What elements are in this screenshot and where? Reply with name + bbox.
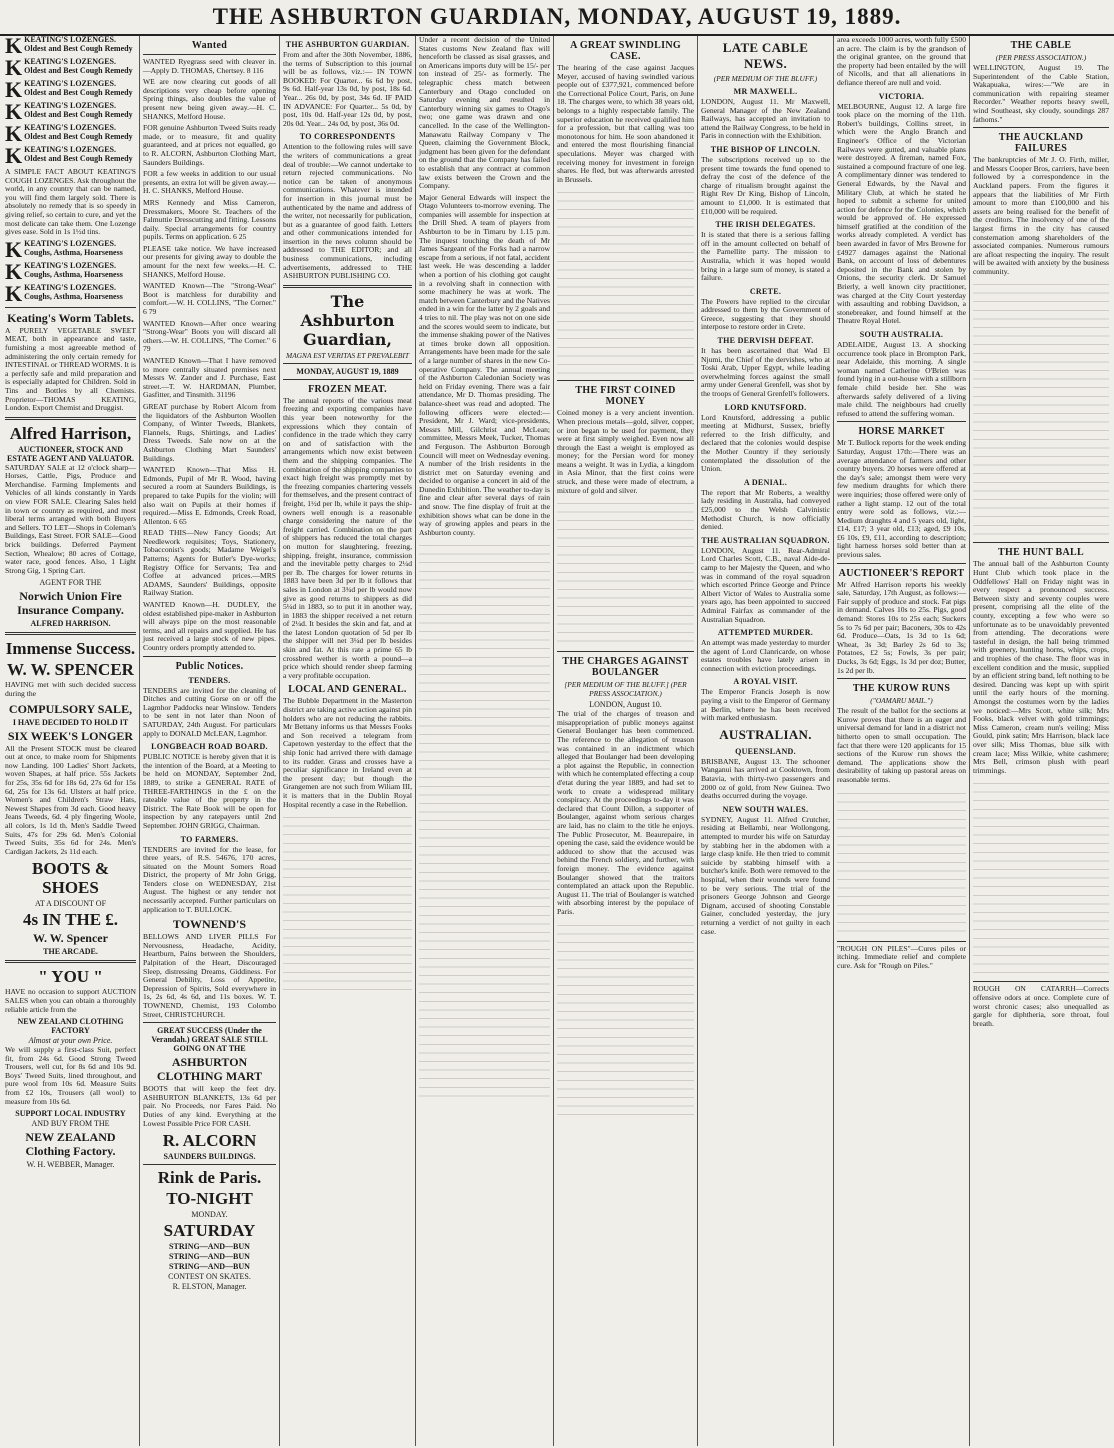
- column-7: [834, 36, 970, 1446]
- victoria-article: MELBOURNE, August 12. A large fire took place on the morning of the 11th. Robert's buildings, Collins street, in which were the Anglo Branch and Engineer's Office of the Victorian Railways were gutted, and valuable plans were destroyed. A fireman, named Fox, sustained a compound fracture of one leg. A complimentary dinner was tendered to General Edwards, by the Naval and Military Club, at which he stated he hoped to submit a scheme for united action for defence for the Colonies, which would be approved of. He expressed himself gratified at the condition of the works already completed. A verdict has been awarded in favor of Mrs Browne for £4927 damages against the National Bank, on account of loss of debentures deposited in the Bank and stolen by Onions, the security clerk. Dr Samuel Brierly, a well known city practitioner, was charged at the City Court yesterday with assaulting and robbing Davidson, a stonebreaker, and found himself at the Theatre Royal Hotel.: [837, 101, 966, 326]
- maxwell-article: LONDON, August 11. Mr Maxwell, General Manager of the New Zealand Railways, has accepted an invitation to attend the Railway Congress, to be held in Paris in connection with the Exhibition.: [701, 97, 830, 141]
- longbeach-heading: LONGBEACH ROAD BOARD.: [151, 742, 268, 752]
- auctioneer-heading: AUCTIONEER'S REPORT: [838, 567, 965, 579]
- first-coin-article: Coined money is a very ancient invention. When precious metals—gold, silver, copper, or iron began to be used for payment, they were at first simply weighed. Even now all through the East a weight is employed as money; for the Persian word for money means a weight. It was in Lydia, a kingdom in Asia Minor, that the first coins were struck, and these were made of electrum, a mixture of gold and silver.: [557, 408, 694, 495]
- boulanger-article: The trial of the charges of treason and misappropriation of public moneys against General Boulanger has been commenced. The reference to the allegation of treason was contained in an indictment which alleged that Boulanger had been developing a plot against the Republic, in connection with which he contemplated effecting a coup d'etat during the year 1889, and had set to work to create a widespread military conspiracy. At the proceedings to-day it was declared that Count Dillon, a supporter of Boulanger, against whom serious charges are laid, has no claim to the title he enjoys. The Public Prosecutor, M. Beaurepaire, in opening the case, said the evidence would be adduced to show that the accused was behind the French soldiery, and further, with foreign money. The evidence against Boulanger showed that the traitors contemplated an attack upon the Republic. August 11. The trial of Boulanger is watched with absorbing interest by the populace of Paris.: [557, 709, 694, 916]
- townend-text: BELLOWS AND LIVER PILLS For Nervousness, Headache, Acidity, Heartburn, Pains between the Shoulders, Palpitation of the Heart, Discouraged Sleep, distressing Dreams, Giddiness. For General Debility, Loss of Appetite, Depression of Spirits, Sold everywhere in 1s, 2s 6d, 4s 6d, and 11s boxes. W. T. TOWNEND, Chemist, 193 Colombo Street, CHRISTCHURCH.: [143, 932, 276, 1019]
- keatings-ad: K KEATING'S LOZENGES. Coughs, Asthma, Hoarseness: [5, 258, 123, 284]
- classified-ad: WANTED Known—The "Strong-Wear" Boot is matchless for durability and comfort.—W. H. COLLINS, "The Corner." 6 79: [143, 281, 276, 317]
- knutsford-article: Lord Knutsford, addressing a public meeting at Midhurst, Sussex, briefly referred to the Irish difficulty, and declared that the colonies would despise the Mother Country if they seriously contemplated the dissolution of the Union.: [701, 412, 830, 474]
- worm-tablets-text: A PURELY VEGETABLE SWEET MEAT, both in appearance and taste, furnishing a most agreeable method of administering the only certain remedy for INTESTINAL or THREAD WORMS. It is a perfectly safe and mild preparation and is especially adapted for Children. Sold in Tins and Bottles by all Chemists. Proprietor—THOMAS KEATING, London. Export Chemist and Druggist.: [5, 325, 136, 413]
- compulsory-sale: COMPULSORY SALE,: [8, 701, 133, 716]
- spencer-intro: HAVING met with such decided success during the: [5, 680, 136, 698]
- murder-heading: ATTEMPTED MURDER.: [717, 628, 814, 638]
- crete-heading: CRETE.: [749, 286, 782, 296]
- royal-visit-heading: A ROYAL VISIT.: [733, 677, 798, 687]
- column-8: [970, 36, 1112, 1446]
- longbeach-text: PUBLIC NOTICE is hereby given that it is the intention of the Board, at a Meeting to be held on MONDAY, September 2nd, 1889, to strike a GENERAL RATE of THREE-FARTHINGS in the £ on the rateable value of the property in the District. The Rate Book will be open for inspection by any ratepayers until 2nd September. JOHN GRIGG, Chairman.: [143, 752, 276, 830]
- article-continuation: [283, 812, 412, 992]
- norwich-union-heading: Norwich Union Fire Insurance Company.: [17, 589, 124, 618]
- monday-label: MONDAY.: [191, 1210, 228, 1220]
- classified-ad: WANTED Known—That I have removed to more centrally situated premises next Messrs W. Zander and J. Purchase, East street.—T. W. HARDMAN, Plumber, Gasfitter, and Tinsmith. 31196: [143, 356, 276, 400]
- article-continuation: [837, 788, 966, 938]
- squadron-heading: THE AUSTRALIAN SQUADRON.: [701, 535, 830, 545]
- boots-shoes: BOOTS & SHOES: [32, 859, 109, 898]
- cable-heading: THE CABLE: [1010, 40, 1072, 51]
- catarrh-ad: ROUGH ON CATARRH—Corrects offensive odors at once. Complete cure of worst chronic cases; also unequalled as gargle for diphtheria, sore throat, foul breath.: [973, 984, 1109, 1028]
- wanted-heading: Wanted: [191, 40, 228, 51]
- elston-manager: R. ELSTON, Manager.: [172, 1282, 247, 1292]
- worm-tablets-heading: Keating's Worm Tablets.: [7, 310, 134, 325]
- decided-label: I HAVE DECIDED TO HOLD IT: [12, 717, 129, 727]
- boulanger-heading: THE CHARGES AGAINST BOULANGER: [562, 656, 689, 679]
- spencer-signature: W. W. Spencer: [33, 931, 108, 946]
- article-continuation: [419, 540, 550, 1100]
- agent-label: AGENT FOR THE: [39, 578, 102, 588]
- cable-source: (PER PRESS ASSOCIATION.): [995, 53, 1087, 62]
- article-continuation: [557, 498, 694, 648]
- classified-ad: FOR genuine Ashburton Tweed Suits ready made, or to measure, fit and quality guaranteed, and at prices not equalled, go to R. ALCORN, Ashburton Clothing Mart, Saunders Buildings.: [143, 123, 276, 167]
- classified-ad: FOR a few weeks in addition to our usual presents, an extra lot will be given away.—H. C. SHANKS, Melford House.: [143, 169, 276, 196]
- auckland-failures-heading: THE AUCKLAND FAILURES: [998, 132, 1084, 155]
- australian-heading: AUSTRALIAN.: [719, 726, 812, 742]
- editorial-dateline: MONDAY, AUGUST 19, 1889: [296, 366, 399, 376]
- clothing-mart-text: BOOTS that will keep the feet dry. ASHBURTON BLANKETS, 13s 6d per pair. No Proceeds, nor Fares Paid. No Duties of any kind. Everything at the Lowest Possible Price FOR CASH.: [143, 1084, 276, 1128]
- squadron-article: LONDON, August 11. Rear-Admiral Lord Charles Scott, C.B., naval Aide-de-camp to her Majesty the Queen, and who was in command of the royal squadron which escorted Prince George and Prince Albert Victor of Wales to Australia some years ago, has been appointed to succeed Admiral Fairfax as commander of the Australian Squadron.: [701, 545, 830, 624]
- tenders-heading: TENDERS.: [188, 675, 231, 685]
- piles-ad: "ROUGH ON PILES"—Cures piles or itching. Immediate relief and complete cure. Ask for "Rough on Piles.": [837, 943, 966, 970]
- correspondents-text: Attention to the following rules will save the writers of communications a great deal of trouble:—We cannot undertake to return rejected communications. No notice can be taken of anonymous communications. Whatever is intended for insertion in this journal must be authenticated by the name and address of the writer, not necessarily for publication, but as a guarantee of good faith. Letters and other communications intended for insertion in the news column should be addressed to THE EDITOR; and all business communications, including advertisements, addressed to THE ASHBURTON PUBLISHING CO.: [283, 142, 412, 281]
- column-6: [698, 36, 834, 1446]
- irish-article: It is stated that there is a serious falling off in the amount collected on behalf of the Parnellite party. The mission to Australia, which it was hoped would bring in a large sum of money, is stated a failure.: [701, 230, 830, 283]
- news-paragraphs: Under a recent decision of the United States customs New Zealand flax will henceforth be classed as sisal grasses, and on Americans imports duty will be 15/- per ton instead of 25/- as formerly. The telegraphic chess match between Canterbury and Otago concluded on Saturday evening and resulted in Canterbury winning six games to Otago's two; one game was drawn and one cancelled. In the case of the Wellington-Manawatu Railway Company v The Queen, claiming the Government Block, judgment has been given for the defendant on the ground that the Company has failed to establish that any contract at common law exists between the Crown and the Company.: [419, 36, 550, 191]
- harrison-text: SATURDAY SALE at 12 o'clock sharp—Horses, Cattle, Pigs, Produce and Merchandise. Farming Implements and Vehicles of all kinds constantly in Yards on view FOR SALE. Clearing Sales held in town or country as required, and most liberal terms arranged with both Buyers and Sellers. TO LET—Shops in Coleman's Buildings, East Street. FOR SALE—Good brick buildings. Deferred Payment Section, Whealow; 80 acres of Cottage, water race, good fences. Also, 1 Light Strong Gig, 1 Spring Cart.: [5, 462, 136, 575]
- almost-price: Almost at your own Price.: [28, 1036, 113, 1046]
- kurow-heading: THE KUROW RUNS: [852, 683, 951, 695]
- keatings-fact: A SIMPLE FACT ABOUT KEATING'S COUGH LOZENGES. Ask throughout the world, in any country that can be named, you will find them largely sold. There is absolutely no remedy that is so speedy in giving relief, so certain to cure, and yet the most delicate can take them. One Lozenge gives ease. Sold in 1s 1½d tins.: [5, 167, 136, 237]
- hunt-ball-article: The annual ball of the Ashburton County Hunt Club which took place in the Oddfellows' Hall on Friday night was in every respect a pronounced success. Between sixty and seventy couples were present, comprising all the elite of the county, excepting a few who were so unfortunate as to be unavoidably prevented from attending. The decorations were tasteful in design, the hall being trimmed with greenery, hunting horns, whips, crops, and trophies of the chase. The floor was in excellent condition and the music, supplied by an efficient string band, left nothing to be desired. Dancing was kept up with spirit until the early hours of the morning. Amongst the costumes worn by the ladies we noticed:—Mrs Scott, white silk; Mrs Fooks, black velvet with gold trimmings; Miss Cameron, cream nun's veiling; Miss Gould, pink satin; Mrs Harrison, black lace over silk; Miss Thomas, blue silk with cream lace; Miss Wilkie, white cashmere; Mrs Bell, crimson plush with pearl trimmings.: [973, 559, 1109, 775]
- victoria-heading: VICTORIA.: [878, 91, 925, 101]
- tonight-label: TO-NIGHT: [166, 1189, 253, 1209]
- ashburton-clothing-mart: ASHBURTON CLOTHING MART: [156, 1055, 263, 1084]
- maxwell-heading: MR MAXWELL.: [733, 87, 798, 96]
- clothing-prices: We will supply a first-class Suit, perfect fit, from 24s 6d. Good Strong Tweed Trousers, well cut, for 8s 6d and 10s 9d. Boys' Tweed Suits, lined throughout, and pure wool from 10s 6d. Measure Suits from £2 10s, Trousers (all wool) to measure from 10s 6d.: [5, 1045, 136, 1106]
- local-general-heading: LOCAL AND GENERAL.: [288, 684, 407, 696]
- classified-ad: WANTED Ryegrass seed with cleaver in.—Apply D. THOMAS, Chertsey. 8 116: [143, 57, 276, 75]
- arcade-label: THE ARCADE.: [43, 947, 98, 957]
- keatings-ad: K KEATING'S LOZENGES. Oldest and Best Cough Remedy: [5, 77, 133, 102]
- townend-heading: TOWNEND'S: [172, 917, 247, 932]
- keatings-ad: K KEATING'S LOZENGES. Oldest and Best Cough Remedy: [5, 121, 133, 146]
- you-heading: " YOU ": [38, 967, 103, 987]
- buy-label: AND BUY FROM THE: [31, 1119, 110, 1129]
- webber-manager: W. H. WEBBER, Manager.: [26, 1160, 115, 1170]
- article-continuation: [557, 187, 694, 377]
- classified-ad: WANTED Known—After once wearing "Strong-Wear" Boots you will discard all others.—W. H. COLLINS, "The Corner." 6 79: [143, 318, 276, 354]
- south-australia-article: ADELAIDE, August 13. A shocking occurrence took place in Brompton Park, near Adelaide, this morning. A single woman named Catherine O'Brien was found lying in a out-house with a stillborn female child beside her. She was afterwards safely delivered of a living male child. The neighbours had cruelly refused to attend the suffering woman.: [837, 340, 966, 418]
- nz-clothing-factory: NEW ZEALAND CLOTHING FACTORY: [17, 1017, 124, 1036]
- horse-market-heading: HORSE MARKET: [858, 426, 945, 438]
- saunders-buildings: SAUNDERS BUILDINGS.: [163, 1152, 256, 1162]
- paper-nameplate: The Ashburton Guardian,: [300, 291, 395, 349]
- first-coin-heading: THE FIRST COINED MONEY: [575, 385, 676, 408]
- denial-heading: A DENIAL.: [743, 477, 788, 487]
- correspondents-heading: TO CORRESPONDENTS: [299, 132, 396, 142]
- column-1: [2, 36, 140, 1446]
- norwich-agent: ALFRED HARRISON.: [30, 619, 111, 629]
- nsw-article: SYDNEY, August 11. Alfred Crutcher, residing at Bellambi, near Wollongong, attempted to murder his wife on Saturday by stabbing her in the abdomen with a large clasp knife. He then tried to commit suicide by stabbing himself with a butcher's knife. Both were removed to the hospital, when their wounds were found to be very serious. The trial of the prisoners George Johnson and George Dignam, accused of shooting Constable Gainer, concluded yesterday, the jury returning a verdict of not guilty in each case.: [701, 814, 830, 936]
- kurow-source: ("OAMARU MAIL."): [870, 696, 933, 706]
- farmers-text: TENDERS are invited for the lease, for three years, of R.S. 54676, 170 acres, situated on the Mount Somers Road District, the property of Mr John Grigg, Tenders close on WEDNESDAY, 21st August. The highest or any tender not necessarily accepted. Further particulars on application to T. BULLOCK.: [143, 844, 276, 914]
- column-5: [554, 36, 698, 1446]
- you-text: HAVE no occasion to support AUCTION SALES when you can obtain a thoroughly reliable article from the: [5, 987, 136, 1014]
- spencer-heading: W. W. SPENCER: [7, 660, 134, 680]
- boulanger-source: [PER MEDIUM OF THE BLUFF.] (PER PRESS ASSOCIATION.): [564, 680, 687, 699]
- keatings-ad: K KEATING'S LOZENGES. Oldest and Best Cough Remedy: [5, 99, 133, 124]
- rink-heading: Rink de Paris.: [157, 1168, 262, 1188]
- classified-ad: GREAT purchase by Robert Alcorn from the liquidators of the Ashburton Woollen Company, of Winter Tweeds, Blankets, Flannels, Rugs, Shirtings, and Ladies' Dress Tweeds. Sale now on at the Ashburton Clothing Mart Saunders' Buildings.: [143, 401, 276, 463]
- immense-success: Immense Success.: [5, 639, 136, 659]
- late-cable-source: (PER MEDIUM OF THE BLUFF.): [713, 74, 818, 83]
- public-notices-heading: Public Notices.: [175, 660, 244, 672]
- article-continuation: [973, 778, 1109, 978]
- queensland-heading: QUEENSLAND.: [735, 746, 796, 756]
- six-weeks-label: SIX WEEK'S LONGER: [7, 728, 134, 743]
- paper-motto: MAGNA EST VERITAS ET PREVALEBIT: [286, 350, 409, 360]
- masthead: [0, 0, 1114, 36]
- lincoln-heading: THE BISHOP OF LINCOLN.: [710, 144, 821, 154]
- royal-visit-article: The Emperor Francis Joseph is now paying a visit to the Emperor of Germany at Berlin, where he has been received with marked enthusiasm.: [701, 687, 830, 723]
- auctioneer-report: Mr Alfred Harrison reports his weekly sale, Saturday, 17th August, as follows:—Fair supply of produce and stock. Fat pigs in demand. Calves 10s to 25s. Pigs, good demand: Stores 10s to 25s each; Suckers 5s to 7s 6d per pair; Baconers, 30s to 42s 6d. Produce—Oats, 1s 3d to 1s 6d; Wheat, 3s 3d; Barley 2s 6d to 3s; Potatoes, £2 5s; Fowls, 3s per pair; Ducks, 3s 6d; Eggs, 1s 3d per doz; Butter, 1s 2d per lb.: [837, 579, 966, 675]
- discount-value: 4s IN THE £.: [22, 910, 119, 930]
- string-bun: STRING—AND—BUN: [169, 1262, 250, 1272]
- string-bun: STRING—AND—BUN: [169, 1242, 250, 1252]
- knutsford-heading: LORD KNUTSFORD.: [724, 402, 807, 412]
- page-columns: [2, 36, 1112, 1446]
- column-3: [280, 36, 416, 1446]
- keatings-ad: K KEATING'S LOZENGES. Oldest and Best Cough Remedy: [5, 55, 133, 80]
- kurow-article: The result of the ballot for the sections at Kurow proves that there is an eager and universal demand for land in a district not hitherto open to small occupation. The fact that there were 120 applicants for 15 sections of the Kurow run shows the demand. The applications show the desirability of taking up pastoral areas on reasonable terms.: [837, 706, 966, 784]
- classified-ad: WANTED Known—H. DUDLEY, the oldest established pipe-maker in Ashburton will always pipe on the most reasonable terms, and all repairs and supplied. He has just received a large stock of new pipes. Country orders promptly attended to.: [143, 600, 276, 652]
- tenders-text: TENDERS are invited for the cleaning of Ditches and cutting Gorse on or off the Lagmhor Paddocks near Winslow. Tenders to be sent in not later than Noon of SATURDAY, 24th August. For particulars apply to DONALD McLEAN, Lagmhor.: [143, 685, 276, 738]
- publication-heading: THE ASHBURTON GUARDIAN.: [285, 40, 410, 49]
- swindle-article: The hearing of the case against Jacques Meyer, accused of having swindled various people out of £377,921, commenced before the Correctional Police Court, Paris, on June 18. The charges were, to which 38 years old, belongs to a highly respectable family. The superior education he received qualified him for a profession, but that calling was too monotonous for him. He soon abandoned it and entered the most flourishing financial speculations. Meyer was charged with receiving money for investment in foreign shares. He fled, but was afterwards arrested in Brussels.: [557, 63, 694, 184]
- classified-ad: PLEASE take notice. We have increased our presents for giving away to double the amount for the next few weeks.—H. C. SHANKS, Melford House.: [143, 243, 276, 279]
- nz-factory-heading: NEW ZEALAND Clothing Factory.: [25, 1130, 116, 1159]
- crete-article: The Powers have replied to the circular addressed to them by the Government of Greece, suggesting that they should interpose to restore order in Crete.: [701, 296, 830, 332]
- keatings-ad: K KEATING'S LOZENGES. Coughs, Asthma, Hoarseness: [5, 280, 123, 306]
- keatings-ad: K KEATING'S LOZENGES. Coughs, Asthma, Hoarseness: [5, 236, 123, 262]
- column-4: [416, 36, 554, 1446]
- string-bun: STRING—AND—BUN: [169, 1252, 250, 1262]
- swindle-heading: A GREAT SWINDLING CASE.: [570, 40, 681, 62]
- murder-article: An attempt was made yesterday to murder the agent of Lord Clanricarde, on whose estates troubles have lately arisen in connection with eviction proceedings.: [701, 638, 830, 673]
- horse-market-report: Mr T. Bullock reports for the week ending Saturday, August 17th:—There was an average attendance of farmers and other country buyers. 20 horses were offered at the day's sale; amongst them were very few medium draughts for which there were inquiries; those offered were only of rather a light stamp. 12 out of the total entry were sold as follows, viz.:—Medium draughts 4 and 5 years old, light, £14, £17; 3 year old, £13; aged, £9 10s, £6 10s, £9, £11, according to description; light harness horses sold better than at previous sales.: [837, 438, 966, 560]
- auckland-failures-article: The bankruptcies of Mr J. O. Firth, miller, and Messrs Cooper Bros, carriers, have been followed by a correspondence in the Auckland papers. From the figures it appears that the liabilities of Mr Firth amount to more than £100,000 and his assets are being realised for the benefit of the creditors. The insolvency of one of the largest firms in the city has caused consternation among shareholders of the associated companies. Numerous rumours are afloat respecting the inquiry. The result will be awaited with anxiety by the business community.: [973, 155, 1109, 276]
- continued-article: area exceeds 1000 acres, worth fully £500 an acre. The claim is by the grandson of the original grantee, on the ground that the property had been entailed by the will of Nicolls, and that all alienations in defiance thereof are null and void.: [837, 36, 966, 87]
- great-success: GREAT SUCCESS (Under the Verandah.) GREAT SALE STILL GOING ON AT THE: [151, 1026, 268, 1054]
- harrison-heading: Alfred Harrison,: [9, 423, 132, 443]
- late-cable-heading: LATE CABLE NEWS.: [722, 40, 809, 71]
- denial-article: The report that Mr Roberts, a wealthy lady residing in Australia, had conveyed £25,000 to the Welsh Calvinistic Methodist Church, is now officially denied.: [701, 487, 830, 532]
- article-continuation: [973, 279, 1109, 539]
- boulanger-dateline: LONDON, August 10.: [589, 700, 662, 710]
- keatings-ad: K KEATING'S LOZENGES. Oldest and Best Cough Remedy: [5, 143, 133, 168]
- farmers-heading: TO FARMERS.: [180, 834, 239, 844]
- hunt-ball-heading: THE HUNT BALL: [998, 547, 1084, 559]
- local-general-article: The Bubble Department in the Masterton district are taking active action against pin holders who are not reducing the rabbits. Mr Bettany informs us that Messrs Fooks and Son received a telegram from Capetown yesterday to the effect that the ship Ionic had arrived there with damage to its rudder. Grass and crosses have a peculiar significance in Ireland even at the present day; but though the Grangemen are not such from Wiliam III, it is matters that in the Dublin Royal Hospital recently a case in the Rebellion.: [283, 696, 412, 809]
- classified-ad: MRS Kennedy and Miss Cameron, Dressmakers, Moore St. Teachers of the Falmuttie Dresscutting and fitting. Lessons daily. Special arrangements for country pupils. Terms on application. 6 25: [143, 197, 276, 242]
- lincoln-article: The subscriptions received up to the present time towards the fund opened to defray the cost of the defence of the charge of ritualism brought against the Right Rev Dr King, Bishop of Lincoln, amount to £1,000. It is estimated that £10,000 will be required.: [701, 154, 830, 216]
- cable-article: WELLINGTON, August 19. The Superintendent of the Cable Station, Wakapuaka, wires:—"We are in communication with repairing steamer Recorder." Weather reports heavy swell, wind Southeast, sky cloudy, soundings 287 fathoms.": [973, 63, 1109, 124]
- harrison-subheading: AUCTIONEER, STOCK AND ESTATE AGENT AND VALUATOR.: [6, 444, 134, 463]
- queensland-article: BRISBANE, August 13. The schooner Wanganui has arrived at Cooktown, from Batavia, with thirty-two passengers and 2000 oz of gold, from New Guinea. Two deaths occurred during the voyage.: [701, 756, 830, 801]
- classified-ad: WE are now clearing cut goods of all descriptions very cheap before opening Spring things, also doubles the value of present new being given away.—H. C. SHANKS, Melford House.: [143, 77, 276, 121]
- alcorn-heading: R. ALCORN: [162, 1131, 257, 1151]
- irish-heading: THE IRISH DELEGATES.: [715, 220, 816, 230]
- dervish-heading: THE DERVISH DEFEAT.: [717, 336, 814, 346]
- article-continuation: [557, 920, 694, 1120]
- dervish-article: It has been ascertained that Wad El Njumi, the Chief of the dervishes, who at Toski Arab, Upper Egypt, while leading overwhelming forces against the small army under General Grenfell, was shot by the troops of General Grenfell's followers.: [701, 346, 830, 399]
- classified-ad: READ THIS—New Fancy Goods; Art Needlework requisites; Toys, Stationery, Tobacconist's goods; Madame Weigel's Patterns; Agents for Butler's Dye-works; Registry Office for Servants; Tea and Coffee at advanced prices.—MRS ADAMS, Saunders' Buildings, opposite Railway Station.: [143, 528, 276, 598]
- classified-ad: WANTED Known—That Miss H. Edmonds, Pupil of Mr R. Wood, having secured a room at Saunders Buildings, is prepared to take Pupils for the violin; will also wait on Pupils at their homes if required.—Miss E. Edmonds, Creek Road, Allenton. 6 65: [143, 465, 276, 526]
- column-2: [140, 36, 280, 1446]
- keatings-ad: K KEATING'S LOZENGES. Oldest and Best Cough Remedy: [5, 36, 133, 58]
- nsw-heading: NEW SOUTH WALES.: [722, 804, 809, 814]
- news-paragraphs: Major General Edwards will inspect the Otago Volunteers to-morrow evening. The companies will assemble for inspection at the Drill Shed. A team of players from Ashburton to be in Timaru by 1.15 p.m. The inquest touching the death of Mr James Sargeant of the Forks had a narrow escape from a serious, if not fatal, accident last week. He was descending a ladder when a portion of his clothing got caught in a revolving shaft in connection with some machinery he was at work. The match between Canterbury and the Natives ended in a win for the latter by 2 goals and 4 tries to nil. The play was not on one side and the scores would seem to indicate, but the immense shaking power of the Natives at times broke down all opposition. Arrangements have been made for the sale of a large number of shares in the new Co-operative Company. The annual meeting of the Ashburton Caledonian Society was held on Friday evening. There was a fair attendance, Mr D. Thomas presiding. The balance-sheet was read and adopted. The following officers were elected:—President, Mr J. Ward; vice-presidents, Messrs Mill, Gilchrist and McLean; committee, Messrs Meek, Tucker, Thomas and Ferguson. The Ashburton Borough Council will meet on Wednesday evening. A number of the Irish residents in the district met on Saturday evening and decided to organise a concert in aid of the Dunedin Exhibition. The weather to-day is fine and clear after several days of rain and snow. The fine display of fruit at the exhibition shows what can be done in the way of growing apples and pears in the Ashburton county.: [419, 192, 550, 537]
- saturday-label: SATURDAY: [163, 1221, 256, 1241]
- south-australia-heading: SOUTH AUSTRALIA.: [859, 330, 944, 339]
- frozen-meat-article: The annual reports of the various meat freezing and exporting companies have this year been noteworthy for the expressions which they contain of confidence in the trade which they carry on and of satisfaction with the arrangements which now exist between them and the shipping companies. The combination of the shipping companies to exact high freight was promptly met by the freezing companies chartering vessels for themselves, and the present contract of freight, 1½d per lb, while it pays the ship-owners well enough is a reasonable charge considering the nature of the freight carried. Combination on the part of shippers has reduced the total charges on mutton for slaughtering, freezing, shipping, freight, insurance, commission and the inevitable petty charges to 2¼d per lb. The charges for lower returns in 1883 have been 3d per lb it follows that sales in London at 3¾d per lb would now give as good returns to shippers as did 5¼d in 1883, so to put it in another way, in 1883 the shipper received a net return of 2¼d. It besides the skin and fat, and at the latest London quotation of 5d per lb the shipper will net 3¼d per lb besides skin and fat. At this rate a prime 65 lb crossbred wether is worth a pound—a price which should render sheep farming a very profitable occupation.: [283, 395, 412, 680]
- subscription-terms: From and after the 30th November, 1886, the terms of Subscription to this journal will be as follows, viz.:— IN TOWN BOOKED: For Quarter... 6s 6d by post, 9s 6d. Half-year 13s 0d, by post, 18s 6d. Year... 26s 0d, by post, 34s 6d. IF PAID IN ADVANCE: For Quarter... 5s 0d, by post, 10s 0d. Half-year 12s 0d, by post, 20s 0d. Year... 24s 0d, by post, 36s 0d.: [283, 50, 412, 128]
- frozen-meat-heading: FROZEN MEAT.: [308, 383, 387, 395]
- newspaper-title: THE ASHBURTON GUARDIAN, MONDAY, AUGUST 19, 1889.: [212, 4, 902, 29]
- spencer-stock-list: All the Present STOCK must be cleared out at once, to make room for Shipments now Landing. 100 Ladies' Short Jackets, woven Shapes, at half price. 55s Jackets for 25s, 35s 6d for 18s 6d, 27s 6d for 15s 6d, 25s for 13s 6d. Ulsters at half price. Women's and Children's Straw Hats, Newest Shapes from 3d each. Good heavy Jeans Tweeds, 6d. 4 ply fingering Woole, all colors, 1s 1d th. Men's Saddle Tweed Suits, 47s for 29s 6d. Men's Colonial Tweed Suits, 35s 6d for 24s. Men's Cardigan Jackets, 2s 11d each.: [5, 743, 136, 856]
- discount-label: AT A DISCOUNT OF: [34, 899, 107, 909]
- contest-label: CONTEST ON SKATES.: [168, 1272, 251, 1282]
- support-label: SUPPORT LOCAL INDUSTRY: [15, 1109, 126, 1119]
